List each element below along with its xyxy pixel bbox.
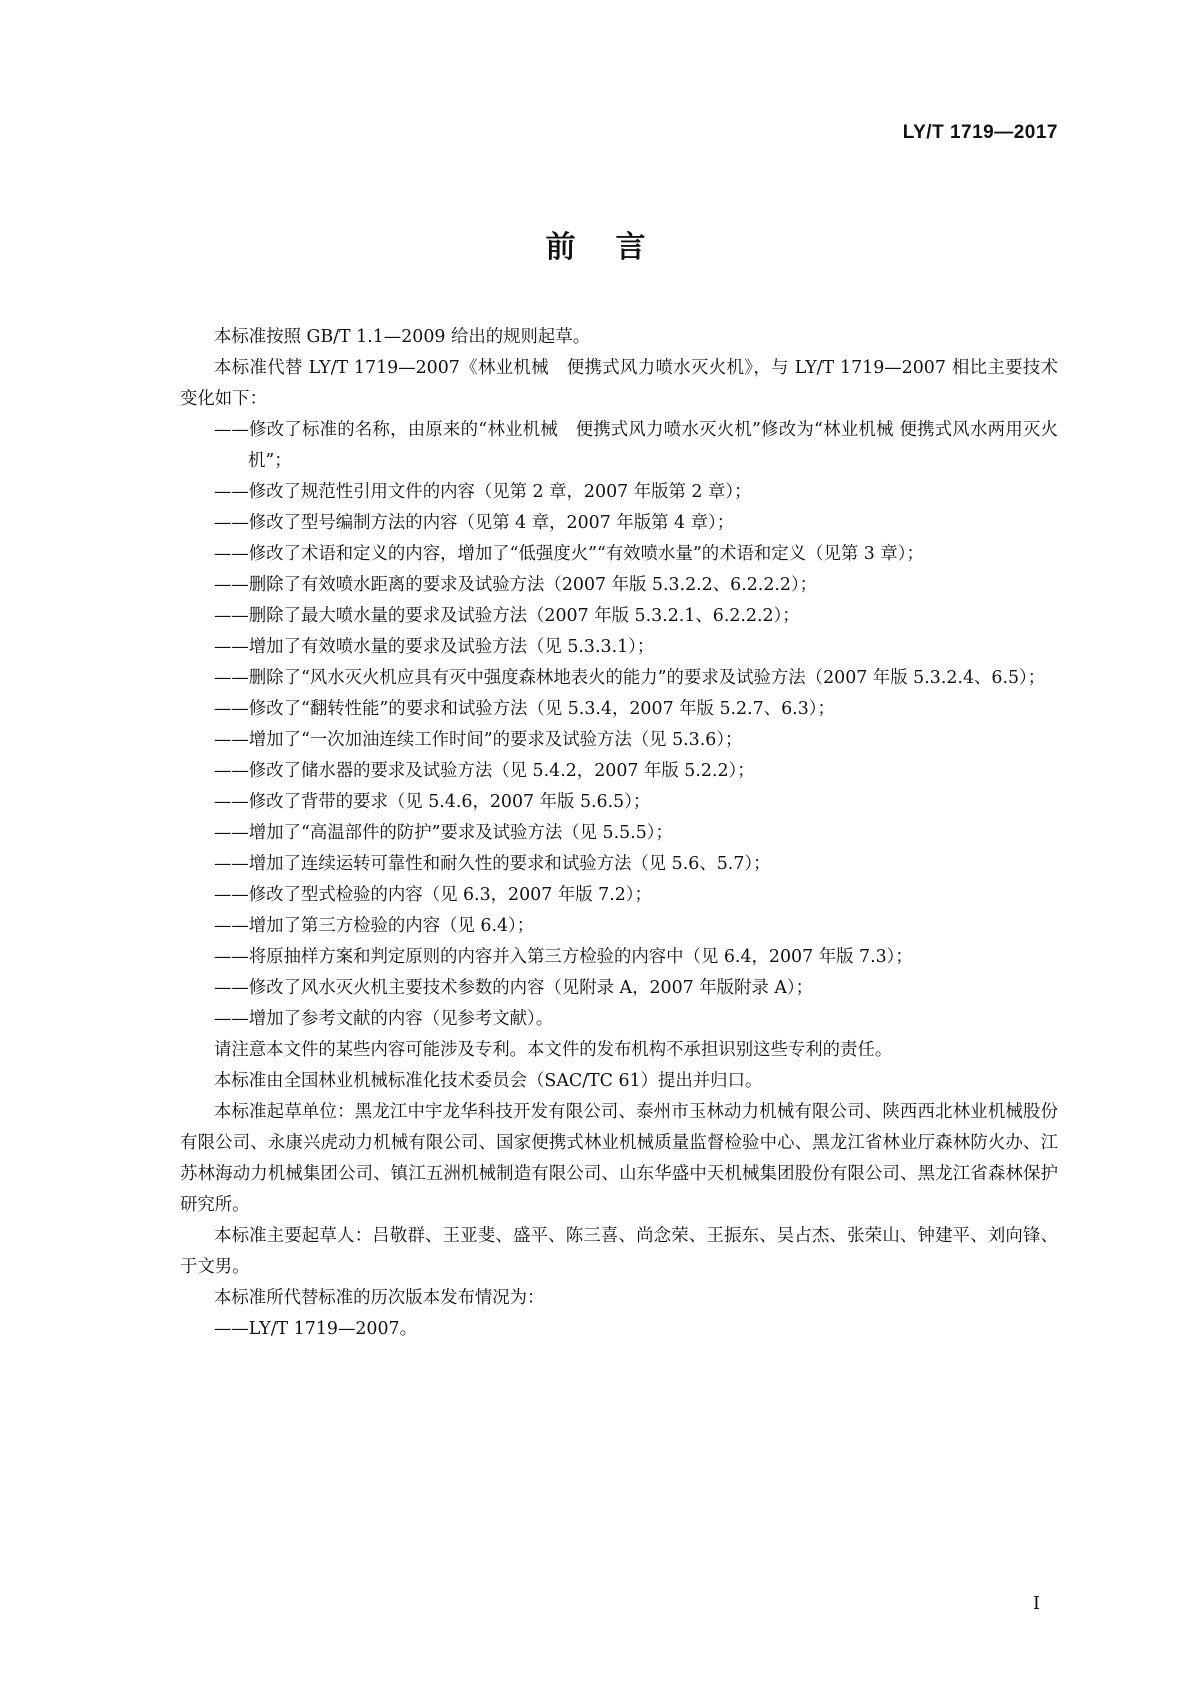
list-item: ——修改了储水器的要求及试验方法（见 5.4.2，2007 年版 5.2.2）； [214, 761, 755, 781]
drafting-units: 本标准起草单位：黑龙江中宇龙华科技开发有限公司、泰州市玉林动力机械有限公司、陕西西北林业机械股份有限公司、永康兴虎动力机械有限公司、国家便携式林业机械质量监督检验中心、黑龙江省林业厅森林防火办、江苏林海动力机械集团公司、镇江五洲机械制造有限公司、山东华盛中天机械集团股份有限公司、黑龙江省森林保护研究所。 [180, 1102, 1058, 1215]
list-item: ——修改了“翻转性能”的要求和试验方法（见 5.3.4，2007 年版 5.2.7、6.3）； [214, 699, 835, 719]
patent-note: 请注意本文件的某些内容可能涉及专利。本文件的发布机构不承担识别这些专利的责任。 [214, 1040, 893, 1060]
intro-paragraph-2: 本标准代替 LY/T 1719—2007《林业机械 便携式风力喷水灭火机》，与 LY/T 1719—2007 相比主要技术变化如下： [180, 358, 1058, 409]
list-item: ——增加了“高温部件的防护”要求及试验方法（见 5.5.5）； [214, 823, 673, 843]
standard-code: LY/T 1719—2017 [902, 122, 1058, 143]
list-item: ——修改了背带的要求（见 5.4.6，2007 年版 5.6.5）； [214, 792, 651, 812]
list-item: ——修改了风水灭火机主要技术参数的内容（见附录 A，2007 年版附录 A）； [214, 978, 813, 998]
list-item: ——修改了型式检验的内容（见 6.3，2007 年版 7.2）； [214, 885, 652, 905]
list-item: ——增加了“一次加油连续工作时间”的要求及试验方法（见 5.3.6）； [214, 730, 743, 750]
drafters: 本标准主要起草人：吕敬群、王亚斐、盛平、陈三喜、尚念荣、王振东、吴占杰、张荣山、钟建平、刘向锋、于文男。 [180, 1226, 1058, 1277]
list-item: ——修改了规范性引用文件的内容（见第 2 章，2007 年版第 2 章）； [214, 482, 752, 502]
list-item: ——增加了第三方检验的内容（见 6.4）； [214, 916, 535, 936]
page-title: 前言 [545, 230, 686, 265]
list-item: ——删除了最大喷水量的要求及试验方法（2007 年版 5.3.2.1、6.2.2.2）； [214, 606, 800, 626]
list-item: ——删除了“风水灭火机应具有灭中强度森林地表火的能力”的要求及试验方法（2007 年版 5.3.2.4、6.5）； [214, 668, 1046, 688]
proposer-note: 本标准由全国林业机械标准化技术委员会（SAC/TC 61）提出并归口。 [214, 1071, 763, 1091]
list-item: ——将原抽样方案和判定原则的内容并入第三方检验的内容中（见 6.4，2007 年版 7.3）； [214, 947, 913, 967]
list-item: ——增加了有效喷水量的要求及试验方法（见 5.3.3.1）； [214, 637, 655, 657]
list-item: ——修改了型号编制方法的内容（见第 4 章，2007 年版第 4 章）； [214, 513, 735, 533]
list-item: ——删除了有效喷水距离的要求及试验方法（2007 年版 5.3.2.2、6.2.2.2）； [214, 575, 818, 595]
history-intro: 本标准所代替标准的历次版本发布情况为： [214, 1288, 545, 1308]
foreword-body [180, 322, 1058, 1345]
list-item: ——增加了参考文献的内容（见参考文献）。 [214, 1009, 554, 1029]
changes-list [180, 415, 1058, 1035]
list-item: ——修改了标准的名称，由原来的“林业机械 便携式风力喷水灭火机”修改为“林业机械 便携式风水两用灭火机”； [214, 420, 1058, 471]
intro-paragraph-1: 本标准按照 GB/T 1.1—2009 给出的规则起草。 [214, 327, 591, 347]
history-item: ——LY/T 1719—2007。 [214, 1319, 417, 1339]
list-item: ——增加了连续运转可靠性和耐久性的要求和试验方法（见 5.6、5.7）； [214, 854, 771, 874]
page-number: I [1032, 1593, 1040, 1614]
list-item: ——修改了术语和定义的内容，增加了“低强度火”“有效喷水量”的术语和定义（见第 3 章）； [214, 544, 924, 564]
